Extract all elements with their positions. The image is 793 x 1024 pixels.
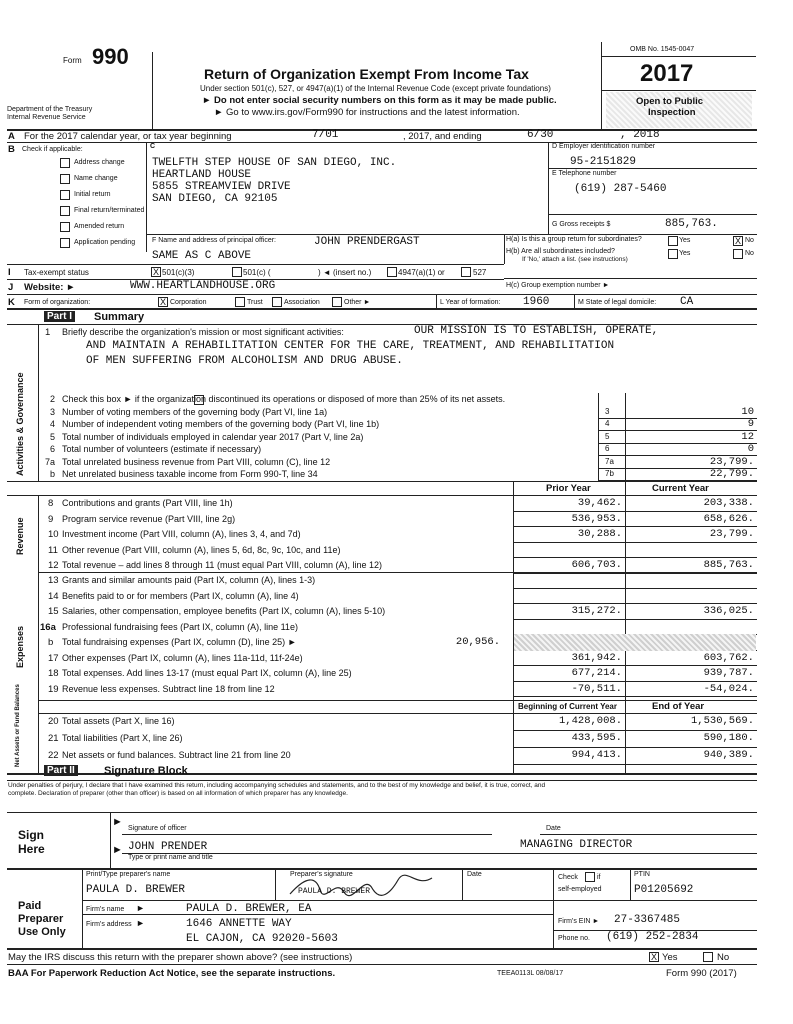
line-number: 20	[48, 716, 59, 727]
firm-name-arrow: ►	[136, 903, 145, 913]
firm-address-1: 1646 ANNETTE WAY	[186, 918, 292, 930]
officer-address: SAME AS C ABOVE	[152, 250, 252, 262]
row-rule	[513, 619, 757, 620]
hb-no-checkbox[interactable]	[733, 249, 743, 259]
line-text: Program service revenue (Part VIII, line 2g)	[62, 513, 236, 524]
gov-line-text: Total number of volunteers (estimate if necessary)	[62, 444, 262, 454]
line-number: 14	[48, 590, 59, 602]
self-employed-label: self-employed	[558, 886, 602, 893]
firm-address-label: Firm's address	[86, 921, 132, 928]
legal-domicile: CA	[680, 296, 694, 308]
status-501c-label: 501(c) (	[243, 268, 271, 277]
line-number: 10	[48, 529, 59, 540]
line-text: Revenue less expenses. Subtract line 18 from line 12	[62, 683, 275, 694]
gov-line-number: b	[50, 469, 56, 479]
col-current-year: Current Year	[652, 483, 709, 494]
subtitle-1: Under section 501(c), 527, or 4947(a)(1) of the Internal Revenue Code (except private foundations)	[200, 84, 551, 93]
self-employed-check-label: Check	[558, 874, 578, 881]
prior-year-value: 30,288.	[577, 528, 622, 540]
hb-yes-checkbox[interactable]	[668, 249, 678, 259]
prior-year-value: 606,703.	[571, 559, 622, 571]
firm-address-arrow: ►	[136, 918, 145, 928]
line-e-label: E Telephone number	[552, 170, 617, 177]
row-rule	[513, 681, 757, 682]
preparer-sig-print: PAULA D. BREWER	[298, 887, 371, 896]
status-501c3-checkbox[interactable]: X	[152, 267, 159, 277]
prior-year-value: 994,413.	[571, 749, 622, 761]
line-hc-label: H(c) Group exemption number ►	[506, 282, 610, 289]
form-word: Form	[63, 56, 82, 65]
status-527-label: 527	[473, 268, 487, 277]
discuss-yes-checkbox[interactable]: X	[650, 952, 657, 962]
self-employed-checkbox[interactable]	[585, 872, 595, 882]
line-b-option-label: Initial return	[74, 191, 111, 198]
line-b-option-label: Final return/terminated	[74, 207, 145, 214]
gov-line-text: Total unrelated business revenue from Part VIII, column (C), line 12	[62, 456, 331, 467]
gov-line-box: 7a	[605, 456, 614, 466]
org-street: 5855 STREAMVIEW DRIVE	[152, 181, 291, 193]
gov-line-number: 4	[50, 419, 56, 429]
ha-yes-label: Yes	[679, 237, 691, 244]
inspection: Inspection	[648, 107, 696, 118]
line-b-option-label: Name change	[74, 175, 118, 182]
line-text: Grants and similar amounts paid (Part IX, column (A), lines 1-3)	[62, 575, 316, 585]
current-year-value: 885,763.	[703, 559, 754, 571]
line-number: 16a	[40, 621, 56, 633]
gov-line-number: 3	[50, 406, 56, 417]
firm-ein-label: Firm's EIN ►	[558, 918, 600, 925]
line-hb-label: H(b) Are all subordinates included?	[506, 248, 615, 255]
line-l-label: L Year of formation:	[440, 299, 501, 306]
line-b-check-label: Check if applicable:	[22, 146, 83, 153]
tax-year-end-year: , 2018	[620, 129, 660, 141]
line-g-label: G Gross receipts $	[552, 221, 611, 228]
perjury-line-1: Under penalties of perjury, I declare that I have examined this return, including accompanying schedules and statements, and to the best of my knowledge and belief, it is true, correct, and	[8, 782, 546, 789]
current-year-value: 940,389.	[703, 749, 754, 761]
prep-sig-label: Preparer's signature	[290, 871, 353, 878]
part1-title: Summary	[94, 311, 145, 323]
line-number: 12	[48, 560, 59, 571]
line-c-letter: C	[150, 143, 156, 150]
status-4947-checkbox[interactable]	[387, 267, 397, 277]
ptin-value: P01205692	[634, 884, 694, 896]
col-end-year: End of Year	[652, 701, 705, 712]
row-rule	[513, 511, 757, 512]
gov-line-box: 6	[605, 444, 610, 453]
firm-phone-label: Phone no.	[558, 935, 590, 942]
line-text: Professional fundraising fees (Part IX, column (A), line 11e)	[62, 621, 298, 632]
line-b-checkbox[interactable]	[60, 158, 70, 168]
gov-line-value: 22,799.	[709, 468, 754, 480]
subtitle-2: ► Do not enter social security numbers on this form as it may be made public.	[202, 95, 557, 106]
gov-line-text: Number of independent voting members of the governing body (Part VI, line 1b)	[62, 419, 380, 429]
k-trust-checkbox[interactable]	[235, 297, 245, 307]
ha-no-label: No	[745, 237, 754, 244]
row-rule	[513, 526, 757, 527]
part1-tag: Part I	[44, 311, 75, 322]
current-year-value: 23,799.	[709, 528, 754, 540]
subtitle-3: ► Go to www.irs.gov/Form990 for instructions and the latest information.	[214, 107, 520, 118]
current-year-value: -54,024.	[703, 682, 754, 695]
line-text: Total liabilities (Part X, line 26)	[62, 733, 183, 743]
side-label-revenue: Revenue	[15, 517, 25, 555]
footer-form: Form 990 (2017)	[666, 968, 737, 979]
officer-title: MANAGING DIRECTOR	[520, 839, 633, 851]
gov-line-text: Check this box ► if the organization discontinued its operations or disposed of more than 25% of its net assets.	[62, 394, 506, 404]
k-corporation-checkbox[interactable]: X	[159, 297, 166, 307]
line-f-label: F Name and address of principal officer:	[152, 237, 276, 244]
line-text: Contributions and grants (Part VIII, line 1h)	[62, 498, 233, 508]
line-b-option-label: Application pending	[74, 239, 136, 246]
here-label: Here	[18, 842, 45, 856]
prep-name-label: Print/Type preparer's name	[86, 871, 171, 878]
current-year-value: 1,530,569.	[690, 715, 754, 727]
status-4947-label: 4947(a)(1) or	[398, 268, 445, 277]
line-text: Other expenses (Part IX, column (A), lines 11a-11d, 11f-24e)	[62, 652, 303, 663]
current-year-value: 939,787.	[703, 667, 754, 679]
tax-year-end: 6/30	[527, 129, 554, 141]
gov-line-box: 3	[605, 406, 610, 416]
line-i-letter: I	[8, 267, 11, 278]
org-dba: HEARTLAND HOUSE	[152, 169, 252, 181]
line-text: Total revenue – add lines 8 through 11 (must equal Part VIII, column (A), line 12)	[62, 560, 383, 570]
gov-line-box: 5	[605, 431, 610, 441]
side-label-net-assets: Net Assets or Fund Balances	[15, 684, 21, 767]
open-public: Open to Public	[636, 96, 704, 107]
line1-number: 1	[45, 327, 51, 338]
omb-number: OMB No. 1545-0047	[630, 46, 695, 53]
row-rule	[513, 665, 757, 666]
line-a-mid: , 2017, and ending	[403, 131, 482, 142]
k-association-checkbox[interactable]	[272, 297, 282, 307]
current-year-value: 336,025.	[703, 605, 754, 617]
prior-year-value: 315,272.	[571, 605, 622, 617]
line-text: Total fundraising expenses (Part IX, column (D), line 25) ►	[62, 637, 297, 647]
k-trust-label: Trust	[247, 299, 263, 306]
ha-yes-checkbox[interactable]	[668, 236, 678, 246]
status-527-checkbox[interactable]	[461, 267, 471, 277]
discuss-no-label: No	[717, 952, 730, 963]
prep-date-label: Date	[467, 871, 482, 878]
row-rule	[513, 603, 757, 604]
page-title: Return of Organization Exempt From Income Tax	[204, 66, 529, 82]
line-number: 18	[48, 668, 59, 679]
prior-year-value: 1,428,008.	[558, 715, 622, 727]
line-number: 13	[48, 575, 59, 586]
line-number: 19	[48, 683, 59, 695]
status-insert-no: ) ◄ (insert no.)	[318, 268, 372, 277]
firm-name: PAULA D. BREWER, EA	[186, 903, 312, 915]
k-corporation-label: Corporation	[170, 299, 207, 306]
line-text: Benefits paid to or for members (Part IX, column (A), line 4)	[62, 590, 299, 601]
line-text: Other revenue (Part VIII, column (A), lines 5, 6d, 8c, 9c, 10c, and 11e)	[62, 544, 341, 555]
line-text: Net assets or fund balances. Subtract line 21 from line 20	[62, 750, 291, 760]
signature-of-officer-label: Signature of officer	[128, 825, 187, 832]
form-number: 990	[92, 44, 129, 69]
line-b-letter: B	[8, 144, 15, 155]
col-prior-year: Prior Year	[546, 483, 591, 494]
gov-line-number: 5	[50, 431, 56, 442]
line-number: 22	[48, 750, 59, 761]
paid-label: Paid	[18, 900, 42, 912]
fundraising-amount: 20,956.	[455, 636, 500, 648]
org-name: TWELFTH STEP HOUSE OF SAN DIEGO, INC.	[152, 157, 397, 169]
line-number: 9	[48, 513, 54, 525]
self-employed-if-label: if	[597, 874, 601, 881]
line-d-label: D Employer identification number	[552, 143, 656, 150]
line-text: Investment income (Part VIII, column (A), lines 3, 4, and 7d)	[62, 529, 301, 539]
gov-line-value: 9	[747, 418, 754, 430]
prior-year-value: -70,511.	[571, 682, 622, 695]
gov-line-value: 23,799.	[709, 455, 754, 468]
line-m-label: M State of legal domicile:	[578, 299, 657, 306]
perjury-line-2: complete. Declaration of preparer (other than officer) is based on all information of which preparer has any knowledge.	[8, 790, 348, 797]
part2-tag: Part II	[44, 765, 78, 776]
gov-line-value: 10	[741, 405, 754, 418]
type-print-label: Type or print name and title	[128, 854, 213, 861]
use-only-label: Use Only	[18, 926, 66, 938]
ha-no-checkbox[interactable]: X	[734, 236, 741, 246]
line-number: b	[48, 637, 54, 648]
status-501c3-label: 501(c)(3)	[162, 268, 195, 277]
gov-line-text: Total number of individuals employed in calendar year 2017 (Part V, line 2a)	[62, 431, 364, 442]
line-b-checkbox[interactable]	[60, 174, 70, 184]
line1-text: Briefly describe the organization's mission or most significant activities:	[62, 327, 344, 337]
formation-year: 1960	[523, 296, 550, 308]
prior-year-value: 536,953.	[571, 512, 622, 525]
sign-date-label: Date	[546, 825, 561, 832]
status-501c-checkbox[interactable]	[232, 267, 242, 277]
prior-year-value: 677,214.	[571, 667, 622, 679]
line-b-checkbox[interactable]	[60, 238, 70, 248]
footer-code: TEEA0113L 08/08/17	[497, 970, 564, 977]
preparer-name: PAULA D. BREWER	[86, 884, 186, 896]
line-text: Total expenses. Add lines 13-17 (must equal Part IX, column (A), line 25)	[62, 668, 352, 678]
line-number: 8	[48, 498, 54, 509]
mission-line-2: AND MAINTAIN A REHABILITATION CENTER FOR THE CARE, TREATMENT, AND REHABILITATION	[86, 340, 615, 352]
side-label-expenses: Expenses	[15, 625, 25, 668]
line-number: 21	[48, 733, 59, 744]
current-year-value: 590,180.	[703, 732, 754, 744]
line-j-letter: J	[8, 282, 14, 293]
row-rule	[513, 747, 757, 748]
sign-arrow-1: ►	[112, 816, 123, 828]
line-a-letter: A	[8, 131, 15, 142]
discuss-no-checkbox[interactable]	[703, 952, 713, 962]
firm-ein: 27-3367485	[614, 914, 681, 926]
current-year-value: 603,762.	[703, 651, 754, 664]
dept-line2: Internal Revenue Service	[7, 114, 86, 121]
gov-line-text: Number of voting members of the governing body (Part VI, line 1a)	[62, 406, 328, 417]
prior-year-value: 433,595.	[571, 732, 622, 744]
line-hb-note: If 'No,' attach a list. (see instructions)	[522, 256, 628, 263]
side-label-governance: Activities & Governance	[15, 372, 25, 476]
discuss-yes-label: Yes	[662, 952, 678, 963]
discontinued-checkbox[interactable]	[194, 395, 204, 405]
gov-line-text: Net unrelated business taxable income from Form 990-T, line 34	[62, 469, 318, 479]
tax-year: 2017	[640, 60, 694, 87]
firm-name-label: Firm's name	[86, 906, 125, 913]
firm-phone: (619) 252-2834	[606, 931, 699, 943]
line-text: Salaries, other compensation, employee benefits (Part IX, column (A), lines 5-10)	[62, 606, 386, 616]
line-number: 17	[48, 652, 59, 664]
website-value[interactable]: WWW.HEARTLANDHOUSE.ORG	[130, 280, 276, 292]
current-year-value: 658,626.	[703, 512, 754, 525]
ein-value: 95-2151829	[570, 156, 637, 168]
line-k-letter: K	[8, 297, 15, 308]
gov-line-number: 2	[50, 394, 56, 404]
line-b-checkbox[interactable]	[60, 222, 70, 232]
gov-line-value: 0	[747, 443, 754, 455]
line-b-checkbox[interactable]	[60, 190, 70, 200]
officer-print-name: JOHN PRENDER	[128, 841, 208, 853]
org-city: SAN DIEGO, CA 92105	[152, 193, 278, 205]
phone-value: (619) 287-5460	[574, 183, 667, 195]
mission-line-1: OUR MISSION IS TO ESTABLISH, OPERATE,	[414, 325, 659, 337]
line-b-option-label: Address change	[74, 159, 125, 166]
line-i-label: Tax-exempt status	[24, 268, 89, 277]
row-rule	[513, 764, 757, 765]
line-text: Total assets (Part X, line 16)	[62, 716, 175, 726]
gross-receipts: 885,763.	[665, 218, 718, 230]
gov-line-number: 7a	[45, 456, 56, 467]
footer-baa: BAA For Paperwork Reduction Act Notice, see the separate instructions.	[8, 968, 336, 979]
preparer-label: Preparer	[18, 913, 64, 925]
k-other-label: Other ►	[344, 299, 371, 306]
sign-arrow-2: ►	[112, 844, 123, 856]
tax-year-begin: 7/01	[312, 129, 339, 141]
row-rule	[513, 588, 757, 589]
hb-no-label: No	[745, 250, 754, 257]
line-b-checkbox[interactable]	[60, 206, 70, 216]
line-k-label: Form of organization:	[24, 299, 91, 306]
line-b-option-label: Amended return	[74, 223, 125, 230]
line-number: 15	[48, 606, 59, 617]
gov-line-box: 4	[605, 419, 610, 428]
line-a-text: For the 2017 calendar year, or tax year beginning	[24, 131, 232, 142]
prior-year-value: 39,462.	[577, 497, 622, 509]
officer-name: JOHN PRENDERGAST	[314, 236, 420, 248]
gov-line-value: 12	[741, 430, 754, 443]
k-other-checkbox[interactable]	[332, 297, 342, 307]
ptin-label: PTIN	[634, 871, 650, 878]
k-association-label: Association	[284, 299, 320, 306]
discuss-question: May the IRS discuss this return with the preparer shown above? (see instructions)	[8, 952, 353, 963]
gov-line-number: 6	[50, 444, 56, 454]
dept-line1: Department of the Treasury	[7, 106, 93, 113]
line-j-label: Website: ►	[24, 282, 76, 293]
row-rule	[513, 730, 757, 731]
part2-title: Signature Block	[104, 765, 188, 777]
row-rule	[513, 542, 757, 543]
sign-label: Sign	[18, 828, 44, 842]
col-begin-year: Beginning of Current Year	[518, 702, 617, 711]
row-rule	[513, 696, 757, 697]
gov-line-box: 7b	[605, 469, 614, 478]
row-rule	[513, 557, 757, 558]
hb-yes-label: Yes	[679, 250, 691, 257]
mission-line-3: OF MEN SUFFERING FROM ALCOHOLISM AND DRUG ABUSE.	[86, 355, 403, 367]
firm-address-2: EL CAJON, CA 92020-5603	[186, 933, 338, 945]
line-number: 11	[48, 544, 58, 556]
line-ha-label: H(a) Is this a group return for subordinates?	[506, 236, 642, 243]
prior-year-value: 361,942.	[571, 651, 622, 664]
current-year-value: 203,338.	[703, 497, 754, 509]
